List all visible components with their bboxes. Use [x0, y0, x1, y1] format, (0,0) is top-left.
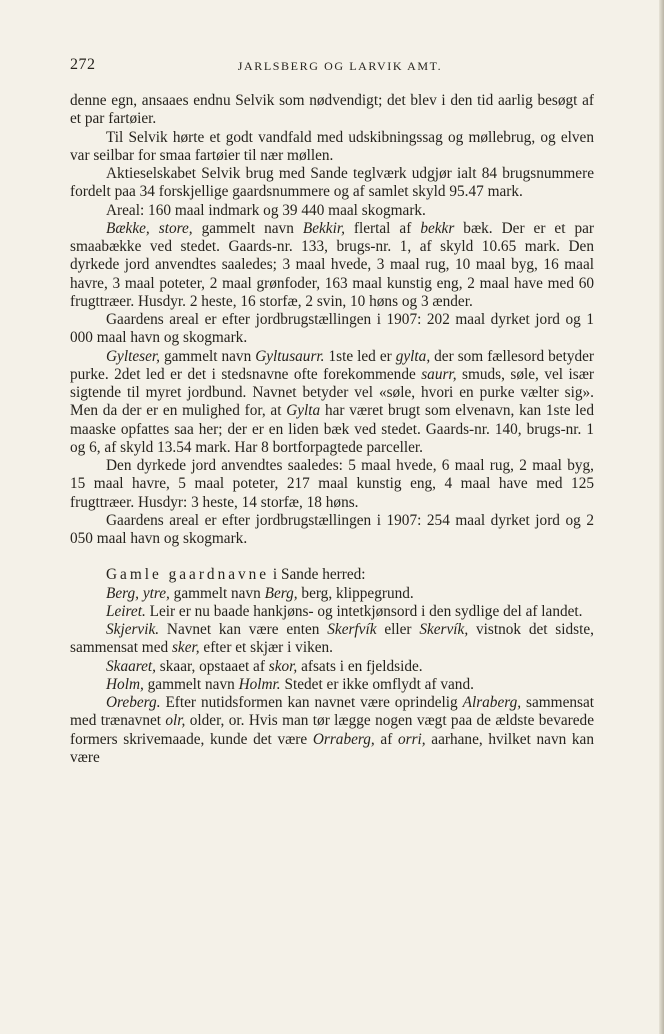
- paragraph: Gaardens areal er efter jordbrugstællingen i 1907: 202 maal dyrket jord og 1 000 maal havn og skogmark.: [70, 311, 594, 347]
- paragraph: Til Selvik hørte et godt vandfald med udskibningssag og møllebrug, og elven var seilbar for smaa fartøier til nær møllen.: [70, 128, 594, 164]
- paragraph: Skjervik. Navnet kan være enten Skerfvík eller Skervík, vistnok det sidste, sammensat med sker, efter et skjær i viken.: [70, 621, 594, 657]
- page-number: 272: [70, 56, 96, 73]
- paragraph: Oreberg. Efter nutidsformen kan navnet være oprindelig Alraberg, sammensat med trænavnet olr, older, or. Hvis man tør lægge nogen vægt paa de ældste bevarede formers skrivemaade, kunde det være Orraberg, af orri, aarhane, hvilket navn kan være: [70, 694, 595, 766]
- section-heading: Gamle gaardnavne i Sande herred:: [106, 566, 366, 584]
- paragraph: Gaardens areal er efter jordbrugstællingen i 1907: 254 maal dyrket jord og 2 050 maal havn og skogmark.: [70, 511, 594, 547]
- paragraph: Berg, ytre, gammelt navn Berg, berg, klippegrund.: [106, 584, 414, 602]
- paragraph: Aktieselskabet Selvik brug med Sande teglværk udgjør ialt 84 brugsnummere fordelt paa 34 forskjellige gaardsnummere og af samlet skyld 95.47 mark.: [70, 165, 594, 201]
- running-head: JARLSBERG OG LARVIK AMT.: [237, 59, 443, 73]
- paragraph: Holm, gammelt navn Holmr. Stedet er ikke omflydt af vand.: [106, 675, 474, 693]
- page-header: [70, 56, 610, 78]
- paragraph: Bække, store, gammelt navn Bekkir, flertal af bekkr bæk. Der er et par smaabække ved stedet. Gaards-nr. 133, brugs-nr. 1, af skyld 10.65 mark. Den dyrkede jord anvendtes saaledes; 3 maal hvede, 3 maal rug, 10 maal byg, 16 maal havre, 3 maal poteter, 2 maal grønfoder, 163 maal kunstig eng, 2 maal have med 60 frugttræer. Husdyr. 2 heste, 16 storfæ, 2 svin, 10 høns og 3 ænder.: [70, 219, 594, 310]
- paragraph: Leiret. Leir er nu baade hankjøns- og intetkjønsord i den sydlige del af landet.: [106, 602, 583, 620]
- paragraph: Gylteser, gammelt navn Gyltusaurr. 1ste led er gylta, der som fællesord betyder purke. 2det led er det i stedsnavne ofte forekommende saurr, smuds, søle, vel især sigtende til myret jordbund. Navnet betyder vel «søle, hvori en purke vælter sig». Men da der er en mulighed for, at Gylta har været brugt som elvenavn, kan 1ste led maaske opfattes saa her; der er en liden bæk ved stedet. Gaards-nr. 140, brugs-nr. 1 og 6, af skyld 13.54 mark. Har 8 bortforpagtede parceller.: [70, 347, 594, 456]
- paragraph: Den dyrkede jord anvendtes saaledes: 5 maal hvede, 6 maal rug, 2 maal byg, 15 maal havre, 5 maal poteter, 217 maal kunstig eng, 4 maal have med 125 frugttræer. Husdyr: 3 heste, 14 storfæ, 18 høns.: [70, 457, 594, 511]
- paragraph: Skaaret, skaar, opstaaet af skor, afsats i en fjeldside.: [106, 657, 423, 675]
- body-text: [70, 92, 594, 767]
- paragraph: denne egn, ansaaes endnu Selvik som nødvendigt; det blev i den tid aarlig besøgt af et par fartøier.: [70, 92, 594, 128]
- paragraph: Areal: 160 maal indmark og 39 440 maal skogmark.: [106, 201, 426, 219]
- page-edge: [659, 0, 664, 1034]
